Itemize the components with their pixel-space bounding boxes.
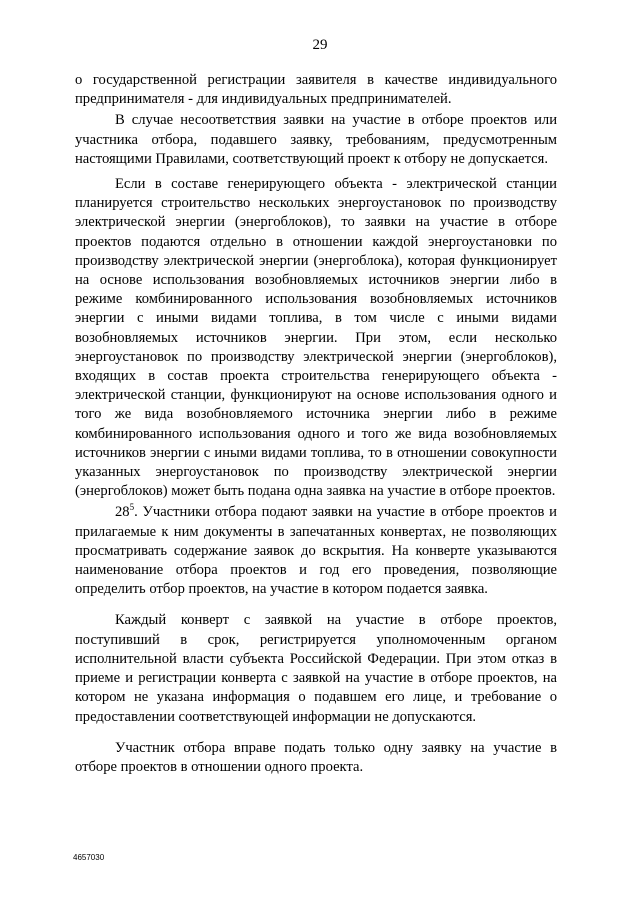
paragraph-section-28-5: [75, 503, 557, 599]
document-id: 4657030: [73, 853, 105, 862]
section-number: 28: [115, 504, 130, 521]
paragraph-registration: о государственной регистрации заявителя в качестве индивидуального предпринимателя - для индивидуальных предпринимателей.: [75, 72, 557, 108]
paragraph-nonconformity: В случае несоответствия заявки на участие в отборе проектов или участника отбора, подавшего заявку, требованиям, предусмотренным настоящими Правилами, соответствующий проект к отбору не допускается.: [75, 112, 557, 167]
paragraph-one-application: Участник отбора вправе подать только одну заявку на участие в отборе проектов в отношении одного проекта.: [75, 739, 557, 775]
page-number: 29: [312, 37, 328, 53]
paragraph-envelope-registration: Каждый конверт с заявкой на участие в отборе проектов, поступивший в срок, регистрируется уполномоченным органом исполнительной власти субъекта Российской Федерации. При этом отказ в приеме и регистрации конверта с заявкой на участие в отборе проектов, на котором не указана информация о подавшем его лице, и требование о предоставлении соответствующей информации не допускаются.: [75, 612, 557, 725]
section-superscript: 5: [129, 502, 135, 513]
paragraph-multiple-units: Если в составе генерирующего объекта - электрической станции планируется строительство нескольких энергоустановок по производству электрической энергии (энергоблоков), то заявки на участие в отборе проектов подаются отдельно в отношении каждой энергоустановки по производству электрической энергии (энергоблока), которая функционирует на основе использования возобновляемых источников энергии либо в режиме комбинированного использования возобновляемых источников энергии с иными видами топлива, в том числе с иными видами возобновляемых источников энергии. При этом, если несколько энергоустановок по производству электрической энергии (энергоблоков), входящих в состав проекта строительства генерирующего объекта - электрической станции, функционируют на основе использования одного и того же вида возобновляемого источника энергии либо в режиме комбинированного использования одного и того же вида возобновляемых источников энергии с иными видами топлива, то в отношении совокупности указанных энергоустановок по производству электрической энергии (энергоблоков) может быть подана одна заявка на участие в отборе проектов.: [75, 176, 557, 500]
section-text: . Участники отбора подают заявки на участие в отборе проектов и прилагаемые к ним документы в запечатанных конвертах, не позволяющих просматривать содержание заявок до вскрытия. На конверте указываются наименование отбора проектов и год его проведения, позволяющие определить отбор проектов, на участие в котором подается заявка.: [75, 504, 557, 598]
document-body: [75, 71, 557, 777]
